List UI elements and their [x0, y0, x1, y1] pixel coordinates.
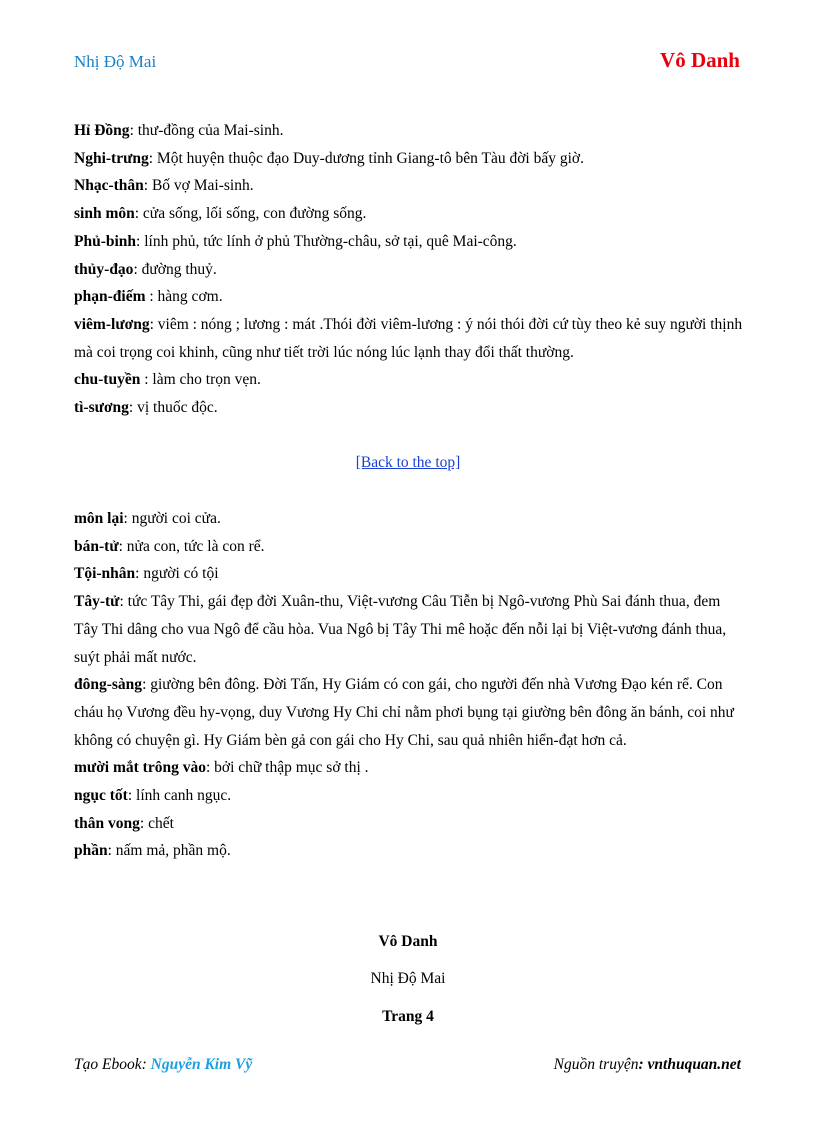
- glossary-term: Tội-nhân: [74, 565, 136, 583]
- glossary-entry: [74, 671, 744, 754]
- glossary-definition: : vị thuốc độc.: [128, 399, 218, 417]
- glossary-term: bán-tử: [74, 537, 119, 555]
- footer-book-title: Nhị Độ Mai: [370, 970, 446, 987]
- glossary-term: thân vong: [74, 814, 140, 832]
- glossary-term: sinh môn: [74, 205, 135, 223]
- glossary-entry: [74, 782, 744, 810]
- glossary-entry: [74, 837, 744, 865]
- ebook-creator-name: Nguyễn Kim Vỹ: [150, 1056, 253, 1073]
- glossary-entry: [74, 754, 744, 782]
- glossary-definition: : nửa con, tức là con rể.: [118, 537, 265, 555]
- glossary-entry: [74, 256, 744, 284]
- header-author: Vô Danh: [660, 48, 740, 72]
- back-to-top-row: [0, 454, 816, 472]
- glossary-entry: [74, 145, 744, 173]
- glossary-definition: : đường thuỷ.: [133, 260, 217, 278]
- glossary-term: phạn-điếm: [74, 288, 146, 306]
- glossary-definition: : lính phủ, tức lính ở phủ Thường-châu, sở tại, quê Mai-công.: [136, 232, 517, 250]
- ebook-credit: [74, 1056, 252, 1074]
- glossary-term: đông-sàng: [74, 676, 143, 694]
- glossary-definition: : thư-đồng của Mai-sinh.: [129, 122, 284, 139]
- glossary-entry: [74, 228, 744, 256]
- glossary-definition: : bởi chữ thập mục sở thị .: [205, 759, 369, 777]
- footer-author: Vô Danh: [378, 933, 438, 950]
- glossary-entry: [74, 172, 744, 200]
- glossary-definition: : người coi cửa.: [123, 510, 221, 527]
- glossary-entry: [74, 200, 744, 228]
- glossary-entry: [74, 394, 744, 422]
- ebook-separator: :: [141, 1056, 151, 1073]
- glossary-term: Tây-tử: [74, 593, 120, 611]
- source-separator: :: [638, 1056, 648, 1073]
- glossary-section-2: [74, 505, 744, 865]
- glossary-term: Hỉ Đồng: [74, 122, 130, 139]
- glossary-definition: : Một huyện thuộc đạo Duy-dương tỉnh Giang-tô bên Tàu đời bấy giờ.: [148, 149, 584, 167]
- glossary-term: Nghi-trưng: [74, 149, 149, 167]
- glossary-term: phần: [74, 842, 108, 860]
- glossary-term: thủy-đạo: [74, 260, 134, 278]
- glossary-definition: : chết: [139, 814, 174, 832]
- source-credit: [554, 1056, 741, 1074]
- back-to-top-link[interactable]: [Back to the top]: [355, 454, 461, 471]
- glossary-definition: : cửa sống, lối sống, con đường sống.: [134, 205, 367, 223]
- glossary-definition: : tức Tây Thi, gái đẹp đời Xuân-thu, Việt-vương Câu Tiễn bị Ngô-vương Phù Sai đánh thua, đem Tây Thi dâng cho vua Ngô để cầu hòa. Vua Ngô bị Tây Thi mê hoặc đến nỗi lại bị Việt-vương đánh thua, suýt phải mất nước.: [74, 593, 727, 666]
- glossary-term: mười mắt trông vào: [74, 759, 206, 777]
- glossary-term: tì-sương: [74, 399, 129, 417]
- glossary-definition: : người có tội: [135, 565, 219, 583]
- glossary-definition: : làm cho trọn vẹn.: [140, 371, 261, 389]
- glossary-entry: [74, 283, 744, 311]
- glossary-definition: : viêm : nóng ; lương : mát .Thói đời viêm-lương : ý nói thói đời cứ tùy theo kẻ suy người thịnh mà coi trọng coi khinh, cũng như tiết trời lúc nóng lúc lạnh thay đổi thất thường.: [74, 315, 743, 361]
- glossary-entry: [74, 366, 744, 394]
- glossary-definition: : hàng cơm.: [145, 288, 223, 306]
- ebook-label: Tạo Ebook: [74, 1056, 142, 1073]
- glossary-definition: : nấm mả, phần mộ.: [107, 842, 231, 860]
- glossary-entry: [74, 560, 744, 588]
- page-number: Trang 4: [382, 1008, 434, 1025]
- glossary-entry: [74, 810, 744, 838]
- glossary-term: Phủ-binh: [74, 232, 137, 250]
- glossary-section-1: [74, 117, 744, 422]
- glossary-entry: [74, 588, 744, 671]
- glossary-term: Nhạc-thân: [74, 177, 144, 195]
- glossary-term: ngục tốt: [74, 787, 128, 805]
- glossary-definition: : giường bên đông. Đời Tấn, Hy Giám có con gái, cho người đến nhà Vương Đạo kén rể. Con cháu họ Vương đều hy-vọng, duy Vương Hy Chi chỉ nằm phơi bụng tại giường bên đông ăn bánh, coi như không có chuyện gì. Hy Giám bèn gả con gái cho Hy Chi, sau quả nhiên hiển-đạt hơn cả.: [74, 676, 734, 749]
- source-site: vnthuquan.net: [647, 1056, 741, 1073]
- glossary-entry: [74, 505, 744, 533]
- glossary-entry: [74, 117, 744, 145]
- glossary-entry: [74, 533, 744, 561]
- glossary-term: viêm-lương: [74, 315, 150, 333]
- glossary-term: môn lại: [74, 510, 124, 527]
- glossary-term: chu-tuyền: [74, 371, 141, 389]
- glossary-definition: : Bố vợ Mai-sinh.: [143, 177, 254, 195]
- glossary-entry: [74, 311, 744, 366]
- header-book-title: Nhị Độ Mai: [74, 52, 157, 71]
- glossary-definition: : lính canh ngục.: [127, 787, 232, 805]
- source-label: Nguồn truyện: [553, 1056, 639, 1073]
